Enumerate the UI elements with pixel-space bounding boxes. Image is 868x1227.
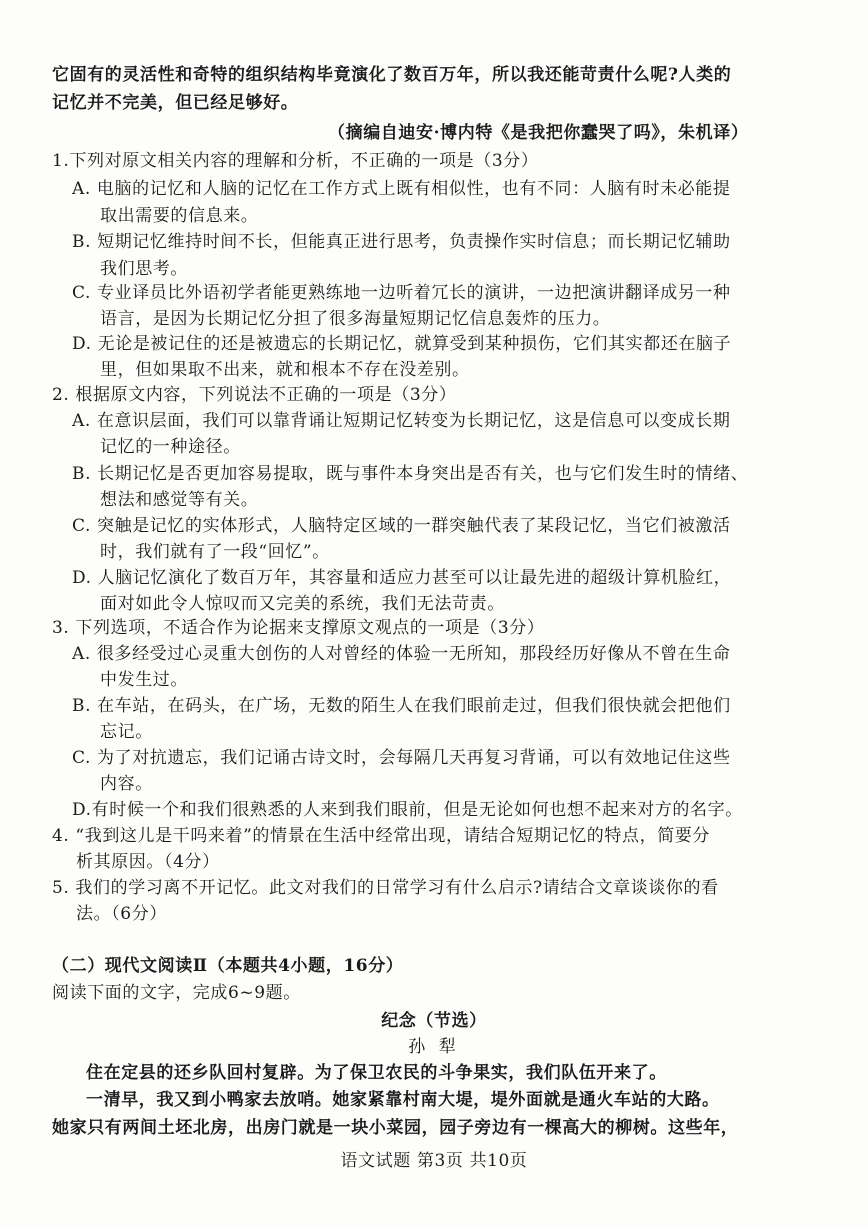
passage-line: 它固有的灵活性和奇特的组织结构毕竟演化了数百万年，所以我还能苛责什么呢?人类的 <box>52 65 732 85</box>
question-4-cont: 析其原因。（4分） <box>76 852 220 872</box>
section-heading: （二）现代文阅读Ⅱ（本题共4小题，16分） <box>52 956 404 976</box>
option-d-cont: 面对如此令人惊叹而又完美的系统，我们无法苛责。 <box>100 594 505 614</box>
page-footer: 语文试题 第3页 共10页 <box>340 1151 528 1171</box>
option-b: B. 短期记忆维持时间不长，但能真正进行思考，负责操作实时信息；而长期记忆辅助 <box>72 232 731 252</box>
option-a: A. 电脑的记忆和人脑的记忆在工作方式上既有相似性，也有不同：人脑有时未必能提 <box>72 179 731 199</box>
article-title: 纪念（节选） <box>381 1011 487 1031</box>
option-d-cont: 里，但如果取不出来，就和根本不存在没差别。 <box>100 360 470 380</box>
article-paragraph-cont: 她家只有两间土坯北房，出房门就是一块小菜园，园子旁边有一棵高大的柳树。这些年， <box>52 1118 739 1138</box>
option-c: C. 为了对抗遗忘，我们记诵古诗文时，会每隔几天再复习背诵，可以有效地记住这些 <box>72 748 731 768</box>
option-d: D. 无论是被记住的还是被遗忘的长期记忆，就算受到某种损伤，它们其实都还在脑子 <box>72 334 732 354</box>
option-b: B. 长期记忆是否更加容易提取，既与事件本身突出是否有关，也与它们发生时的情绪、 <box>72 464 749 484</box>
passage-source: （摘编自迪安·博内特《是我把你蠢哭了吗》，朱机译） <box>328 123 749 143</box>
question-5: 5. 我们的学习离不开记忆。此文对我们的日常学习有什么启示?请结合文章谈谈你的看 <box>52 878 719 898</box>
question-4: 4. “我到这儿是干吗来着”的情景在生活中经常出现，请结合短期记忆的特点，简要分 <box>52 826 711 846</box>
question-3-stem: 3. 下列选项，不适合作为论据来支撑原文观点的一项是（3分） <box>52 618 545 638</box>
article-paragraph: 住在定县的还乡队回村复辟。为了保卫农民的斗争果实，我们队伍开来了。 <box>86 1063 667 1083</box>
option-d: D. 人脑记忆演化了数百万年，其容量和适应力甚至可以让最先进的超级计算机脸红， <box>72 568 732 588</box>
article-author: 孙 犁 <box>408 1037 460 1057</box>
section-instruction: 阅读下面的文字，完成6~9题。 <box>52 983 301 1003</box>
question-2-stem: 2. 根据原文内容，下列说法不正确的一项是（3分） <box>52 385 457 405</box>
option-c-cont: 内容。 <box>100 774 153 794</box>
option-b-cont: 我们思考。 <box>100 259 188 279</box>
question-1-stem: 1.下列对原文相关内容的理解和分析，不正确的一项是（3分） <box>52 151 539 171</box>
option-c-cont: 时，我们就有了一段“回忆”。 <box>100 542 330 562</box>
option-b: B. 在车站，在码头，在广场，无数的陌生人在我们眼前走过，但我们很快就会把他们 <box>72 696 731 716</box>
option-a: A. 在意识层面，我们可以靠背诵让短期记忆转变为长期记忆，这是信息可以变成长期 <box>72 411 731 431</box>
article-paragraph: 一清早，我又到小鸭家去放哨。她家紧靠村南大堤，堤外面就是通火车站的大路。 <box>86 1090 720 1110</box>
option-a-cont: 取出需要的信息来。 <box>100 206 259 226</box>
option-d: D.有时候一个和我们很熟悉的人来到我们眼前，但是无论如何也想不起来对方的名字。 <box>72 800 743 820</box>
option-c: C. 专业译员比外语初学者能更熟练地一边听着冗长的演讲，一边把演讲翻译成另一种 <box>72 283 731 303</box>
question-5-cont: 法。（6分） <box>76 904 167 924</box>
passage-line: 记忆并不完美，但已经足够好。 <box>52 93 299 113</box>
option-a-cont: 中发生过。 <box>100 670 188 690</box>
option-b-cont: 忘记。 <box>100 722 153 742</box>
option-a-cont: 记忆的一种途径。 <box>100 437 241 457</box>
option-c-cont: 语言，是因为长期记忆分担了很多海量短期记忆信息轰炸的压力。 <box>100 309 611 329</box>
option-c: C. 突触是记忆的实体形式，人脑特定区域的一群突触代表了某段记忆，当它们被激活 <box>72 516 731 536</box>
option-b-cont: 想法和感觉等有关。 <box>100 490 259 510</box>
option-a: A. 很多经受过心灵重大创伤的人对曾经的体验一无所知，那段经历好像从不曾在生命 <box>72 644 731 664</box>
